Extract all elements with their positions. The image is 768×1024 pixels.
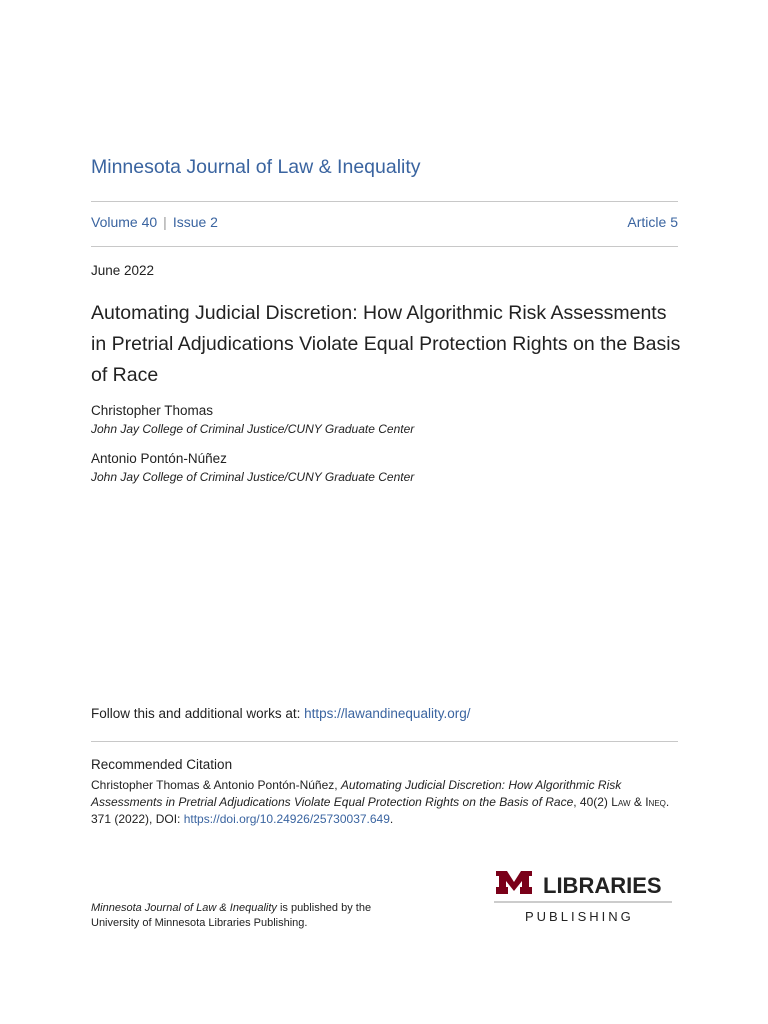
volume-link[interactable]: Volume 40 xyxy=(91,214,158,230)
website-link[interactable]: https://lawandinequality.org/ xyxy=(304,706,471,721)
logo-publishing-text: PUBLISHING xyxy=(525,909,634,924)
issue-link[interactable]: Issue 2 xyxy=(172,214,218,230)
citation-end: . xyxy=(389,812,394,826)
journal-title-link[interactable]: Minnesota Journal of Law & Inequality xyxy=(91,156,421,178)
author-affiliation: John Jay College of Criminal Justice/CUNY Graduate Center xyxy=(91,470,415,484)
publisher-note xyxy=(91,901,411,931)
libraries-publishing-logo xyxy=(494,869,674,929)
divider xyxy=(91,741,678,742)
separator: | xyxy=(163,214,167,230)
divider xyxy=(91,201,678,202)
citation-journal-abbrev: Law & xyxy=(611,795,642,809)
author-affiliation: John Jay College of Criminal Justice/CUNY Graduate Center xyxy=(91,422,415,436)
author-name: Antonio Pontón-Núñez xyxy=(91,451,227,466)
doi-link[interactable]: https://doi.org/10.24926/25730037.649 xyxy=(183,812,390,826)
author-name: Christopher Thomas xyxy=(91,403,214,418)
citation-pages: 371 (2022), DOI: xyxy=(91,812,184,826)
logo-libraries-text: LIBRARIES xyxy=(543,873,662,898)
recommended-citation-heading: Recommended Citation xyxy=(91,757,233,772)
publisher-journal-name: Minnesota Journal of Law & Inequality xyxy=(91,902,277,914)
citation-volume: , 40(2) xyxy=(573,795,612,809)
publication-date: June 2022 xyxy=(91,263,155,278)
follow-line xyxy=(91,706,470,721)
publisher-note-text: is published by the University of Minnesota Libraries Publishing. xyxy=(91,902,372,929)
issue-bar xyxy=(91,214,678,230)
article-number-link[interactable]: Article 5 xyxy=(627,214,678,230)
citation-journal-abbrev: Ineq. xyxy=(645,795,670,809)
citation-title: Automating Judicial Discretion: How Algorithmic Risk Assessments in Pretrial Adjudications Violate Equal Protection Rights on the Basis of Race xyxy=(91,778,622,809)
citation-text xyxy=(91,777,681,828)
university-m-icon xyxy=(496,871,532,894)
citation-authors: Christopher Thomas & Antonio Pontón-Núñez, xyxy=(91,778,341,792)
follow-label: Follow this and additional works at: xyxy=(91,706,305,721)
article-title: Automating Judicial Discretion: How Algorithmic Risk Assessments in Pretrial Adjudications Violate Equal Protection Rights on the Basis of Race xyxy=(91,302,681,386)
divider xyxy=(91,246,678,247)
